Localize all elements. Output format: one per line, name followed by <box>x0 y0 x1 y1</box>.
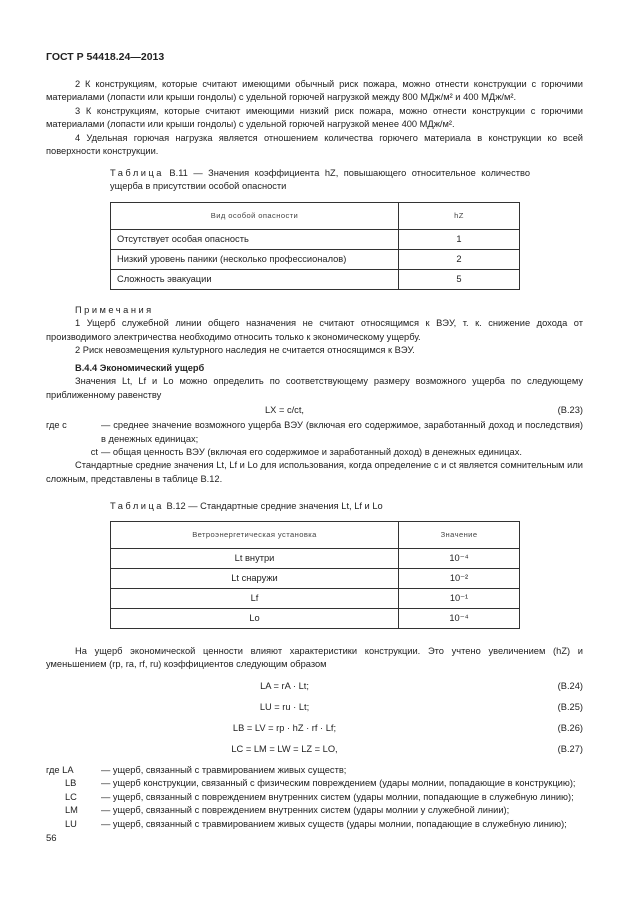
definition-text: — ущерб, связанный с травмированием живых существ (удары молнии, попадающие в служебную линию); <box>101 818 567 829</box>
table-header-cell: Вид особой опасности <box>111 202 399 229</box>
definition <box>46 818 583 831</box>
table-b12 <box>110 521 520 629</box>
table-header-row <box>111 202 520 229</box>
table-cell: Lo <box>111 608 399 628</box>
definition-key: где LA <box>46 764 74 775</box>
table-row <box>111 568 520 588</box>
note-item: 2 Риск невозмещения культурного наследия не считается относящимся к ВЭУ. <box>75 345 415 356</box>
equation <box>46 720 583 737</box>
table-cell: Lt снаружи <box>111 568 399 588</box>
note-3: 3 К конструкциям, которые считают имеющими низкий риск пожара, можно отнести конструкции с горючими материалами (лопасти или крыши гондолы) с удельной горючей нагрузкой менее 400 МДж/м². <box>46 105 583 130</box>
equation <box>46 402 583 419</box>
table-header-cell: Значение <box>399 521 520 548</box>
definition-key: LM <box>65 805 78 816</box>
paragraph: На ущерб экономической ценности влияют характеристики конструкции. Это учтено увеличением (hZ) и уменьшением (rp, ra, rf, ru) коэффициентов следующим образом <box>46 645 583 670</box>
equation-formula: LU = ru · Lt; <box>259 701 310 712</box>
document-body <box>46 78 583 831</box>
equation-formula: LB = LV = rp · hZ · rf · Lf; <box>232 722 337 733</box>
equation-formula: LC = LM = LW = LZ = LO, <box>231 743 338 754</box>
table-cell: 5 <box>399 269 520 289</box>
note-2: 2 К конструкциям, которые считают имеющими обычный риск пожара, можно отнести конструкции с горючими материалами (лопасти или крыши гондолы) с удельной горючей нагрузкой между 800 МДж/м² и 400 МДж/м². <box>46 79 583 103</box>
table-row <box>111 548 520 568</box>
table-b12-caption: Таблица В.12 — Стандартные средние значения Lt, Lf и Lo <box>110 501 383 512</box>
equation-number: (В.23) <box>557 404 583 415</box>
definition <box>46 777 583 790</box>
equation-formula: LX = c/ct, <box>264 404 304 415</box>
table-header-cell: hZ <box>399 202 520 229</box>
table-row <box>111 269 520 289</box>
equation-number: (В.26) <box>557 722 583 733</box>
table-cell: 1 <box>399 229 520 249</box>
table-cell: Отсутствует особая опасность <box>111 229 399 249</box>
definition-text: — ущерб, связанный с повреждением внутренних систем (удары молнии, попадающие в служебную линию); <box>101 791 574 802</box>
equation <box>46 699 583 716</box>
table-cell: 10⁻¹ <box>399 588 520 608</box>
table-cell: Lf <box>111 588 399 608</box>
table-cell: 10⁻² <box>399 568 520 588</box>
table-row <box>111 608 520 628</box>
definition-text: — ущерб конструкции, связанный с физическим повреждением (удары молнии, попадающие в конструкцию); <box>101 778 576 789</box>
table-b11 <box>110 202 520 290</box>
equation <box>46 741 583 758</box>
table-b11-caption: Таблица В.11 — Значения коэффициента hZ, повышающего относительное количество ущерба в присутствии особой опасности <box>110 167 530 192</box>
equation-number: (В.25) <box>557 701 583 712</box>
equation-number: (В.24) <box>557 680 583 691</box>
page-number: 56 <box>46 833 57 844</box>
definition-text: — общая ценность ВЭУ (включая его содержимое и заработанный доход) в денежных единицах. <box>101 446 522 457</box>
table-row <box>111 229 520 249</box>
note-4: 4 Удельная горючая нагрузка является отношением количества горючего материала в конструкции ко всей поверхности конструкции. <box>46 132 583 157</box>
document-header: ГОСТ Р 54418.24—2013 <box>46 51 165 63</box>
table-row <box>111 588 520 608</box>
table-cell: 10⁻⁴ <box>399 608 520 628</box>
equation-formula: LA = rA · Lt; <box>260 680 309 691</box>
table-cell: Сложность эвакуации <box>111 269 399 289</box>
definition <box>46 764 583 777</box>
definition <box>46 446 583 459</box>
definition-key: LB <box>65 778 77 789</box>
notes-title: Примечания <box>75 304 154 315</box>
definition-key: LU <box>65 818 77 829</box>
equation <box>46 678 583 695</box>
definition <box>46 804 583 817</box>
definition <box>46 419 583 446</box>
table-cell: 2 <box>399 249 520 269</box>
paragraph: Стандартные средние значения Lt, Lf и Lo для использования, когда определение c и ct является сомнительным или сложным, представлены в таблице В.12. <box>46 460 583 484</box>
section-title: В.4.4 Экономический ущерб <box>75 362 205 373</box>
definition <box>46 791 583 804</box>
definition-key: LC <box>65 791 77 802</box>
table-header-cell: Ветроэнергетическая установка <box>111 521 399 548</box>
definition-key: ct <box>90 446 98 457</box>
table-cell: 10⁻⁴ <box>399 548 520 568</box>
definition-text: — ущерб, связанный с травмированием живых существ; <box>101 764 347 775</box>
table-header-row <box>111 521 520 548</box>
note-item: 1 Ущерб служебной линии общего назначения не считают относящимся к ВЭУ, т. к. снижение дохода от производимого электричества необходимо относить только к экономическому ущербу. <box>46 318 583 342</box>
definition-text: — среднее значение возможного ущерба ВЭУ (включая его содержимое, заработанный доход и последствия) в денежных единицах; <box>101 420 583 444</box>
table-row <box>111 249 520 269</box>
paragraph: Значения Lt, Lf и Lo можно определить по соответствующему размеру возможного ущерба по следующему приближенному равенству <box>46 376 583 400</box>
definition-text: — ущерб, связанный с повреждением внутренних систем (удары молнии у служебной линии); <box>101 805 510 816</box>
table-cell: Lt внутри <box>111 548 399 568</box>
table-cell: Низкий уровень паники (несколько профессионалов) <box>111 249 399 269</box>
definition-key: где c <box>46 420 67 431</box>
equation-number: (В.27) <box>557 743 583 754</box>
